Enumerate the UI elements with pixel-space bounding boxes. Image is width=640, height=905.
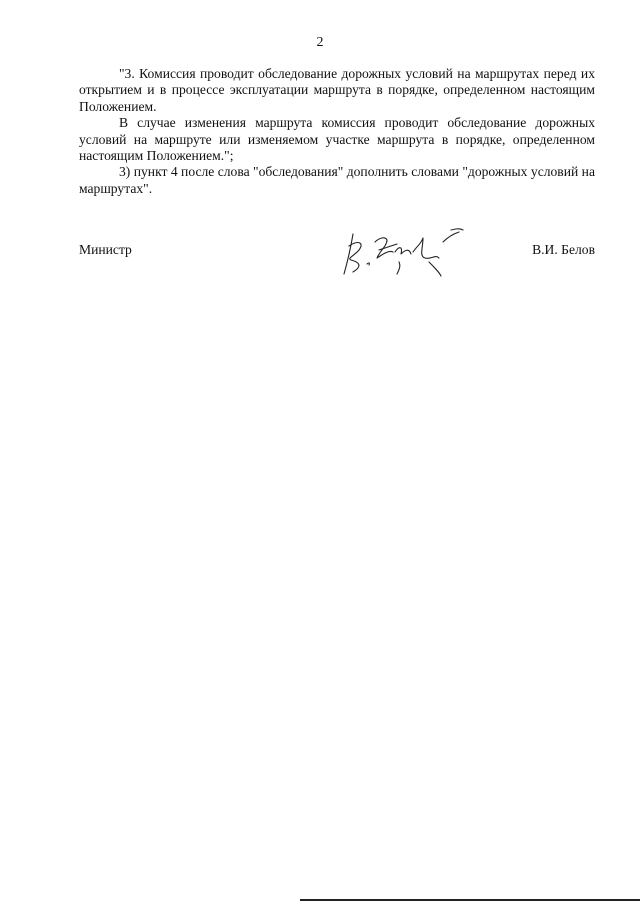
- handwritten-signature-icon: [339, 228, 469, 280]
- signature-block: [79, 242, 595, 282]
- signer-title: Министр: [79, 242, 132, 257]
- paragraph-3: 3) пункт 4 после слова "обследования" дополнить словами "дорожных условий на маршрутах".: [79, 164, 595, 196]
- signer-name: В.И. Белов: [532, 242, 595, 257]
- paragraph-2: В случае изменения маршрута комиссия проводит обследование дорожных условий на маршруте или изменяемом участке маршрута в порядке, определенном настоящим Положением.";: [79, 115, 595, 164]
- footer-divider: [300, 899, 640, 901]
- paragraph-1: "3. Комиссия проводит обследование дорожных условий на маршрутах перед их открытием и в процессе эксплуатации маршрута в порядке, определенном настоящим Положением.: [79, 66, 595, 114]
- page-number: 2: [316, 35, 324, 50]
- document-body: [79, 66, 595, 197]
